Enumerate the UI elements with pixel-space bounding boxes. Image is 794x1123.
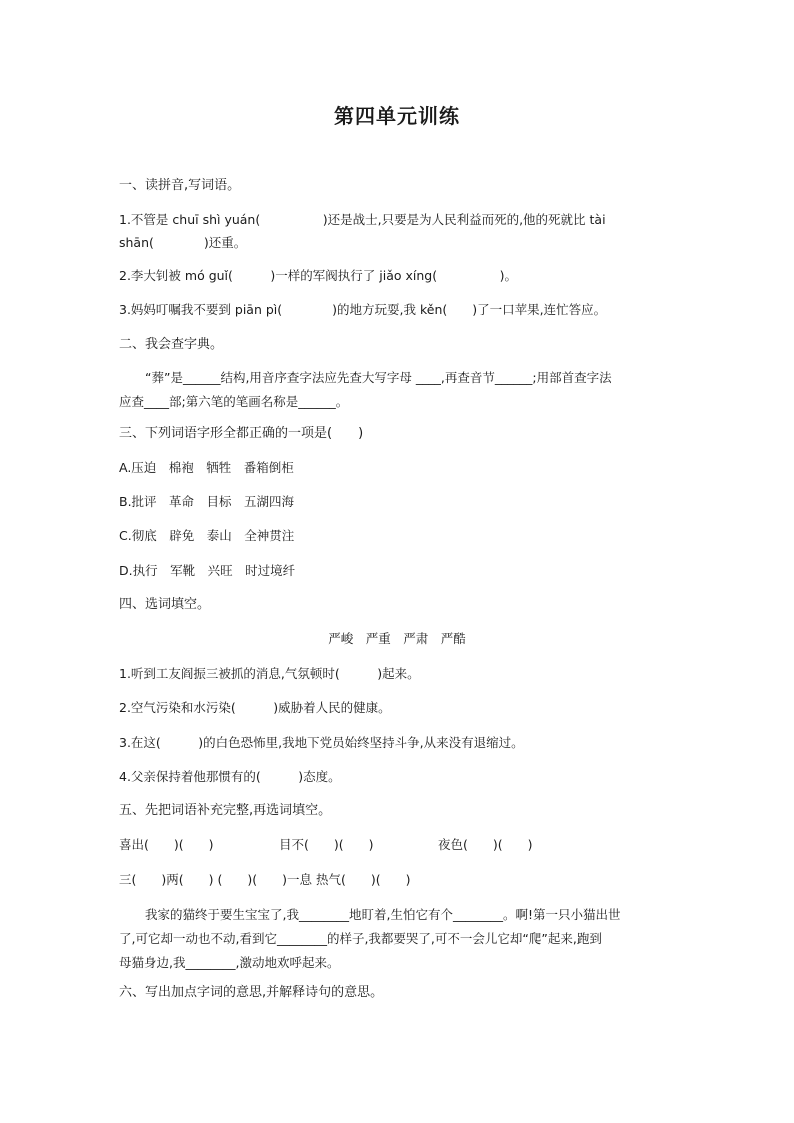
s4-question-4: 4.父亲保持着他那惯有的( )态度。 bbox=[119, 769, 341, 784]
s4-question-1: 1.听到工友阎振三被抓的消息,气氛顿时( )起来。 bbox=[119, 666, 420, 681]
s4-question-2: 2.空气污染和水污染( )威胁着人民的健康。 bbox=[119, 700, 391, 715]
s5-word-row-2: 三( )两( ) ( )( )一息 热气( )( ) bbox=[119, 872, 411, 887]
s5-word-3: 夜色( )( ) bbox=[438, 837, 533, 852]
section-6-heading: 六、写出加点字词的意思,并解释诗句的意思。 bbox=[119, 985, 384, 1000]
s2-line-2: 应查____部;第六笔的笔画名称是______。 bbox=[119, 394, 349, 409]
s5-word-1: 喜出( )( ) bbox=[119, 837, 214, 852]
s1-question-1-line-1: 1.不管是 chuī shì yuán( )还是战士,只要是为人民利益而死的,他的死就比 tài bbox=[119, 212, 606, 227]
s2-line-1: “葬”是______结构,用音序查字法应先查大写字母 ____,再查音节______;用部首查字法 bbox=[145, 370, 612, 385]
s5-word-2: 目不( )( ) bbox=[279, 837, 374, 852]
s5-paragraph-line-1: 我家的猫终于要生宝宝了,我________地盯着,生怕它有个________。啊!第一只小猫出世 bbox=[145, 907, 621, 922]
s4-word-bank: 严峻 严重 严肃 严酷 bbox=[328, 631, 466, 646]
s5-paragraph-line-2: 了,可它却一动也不动,看到它________的样子,我都要哭了,可不一会儿它却“爬”起来,跑到 bbox=[119, 931, 602, 946]
section-2-heading: 二、我会查字典。 bbox=[119, 337, 224, 352]
s3-option-d: D.执行 军靴 兴旺 时过境纤 bbox=[119, 563, 296, 578]
s5-paragraph-line-3: 母猫身边,我________,激动地欢呼起来。 bbox=[119, 955, 340, 970]
s3-option-c: C.彻底 辟免 泰山 全神贯注 bbox=[119, 528, 295, 543]
section-3-heading: 三、下列词语字形全都正确的一项是( ) bbox=[119, 426, 364, 441]
page-title: 第四单元训练 bbox=[334, 104, 460, 128]
s3-option-a: A.压迫 棉袍 牺牲 番箱倒柜 bbox=[119, 460, 294, 475]
s2-paragraph bbox=[119, 366, 679, 414]
s3-option-b: B.批评 革命 目标 五湖四海 bbox=[119, 494, 295, 509]
s1-question-1-line-2: shān( )还重。 bbox=[119, 235, 247, 250]
section-1-heading: 一、读拼音,写词语。 bbox=[119, 178, 241, 193]
section-5-heading: 五、先把词语补充完整,再选词填空。 bbox=[119, 803, 332, 818]
s1-question-3: 3.妈妈叮嘱我不要到 piān pì( )的地方玩耍,我 kěn( )了一口苹果,连忙答应。 bbox=[119, 302, 607, 317]
s4-question-3: 3.在这( )的白色恐怖里,我地下党员始终坚持斗争,从来没有退缩过。 bbox=[119, 735, 524, 750]
s5-paragraph bbox=[119, 903, 679, 975]
s1-question-2: 2.李大钊被 mó guǐ( )一样的军阀执行了 jiǎo xíng( )。 bbox=[119, 268, 517, 283]
section-4-heading: 四、选词填空。 bbox=[119, 597, 211, 612]
